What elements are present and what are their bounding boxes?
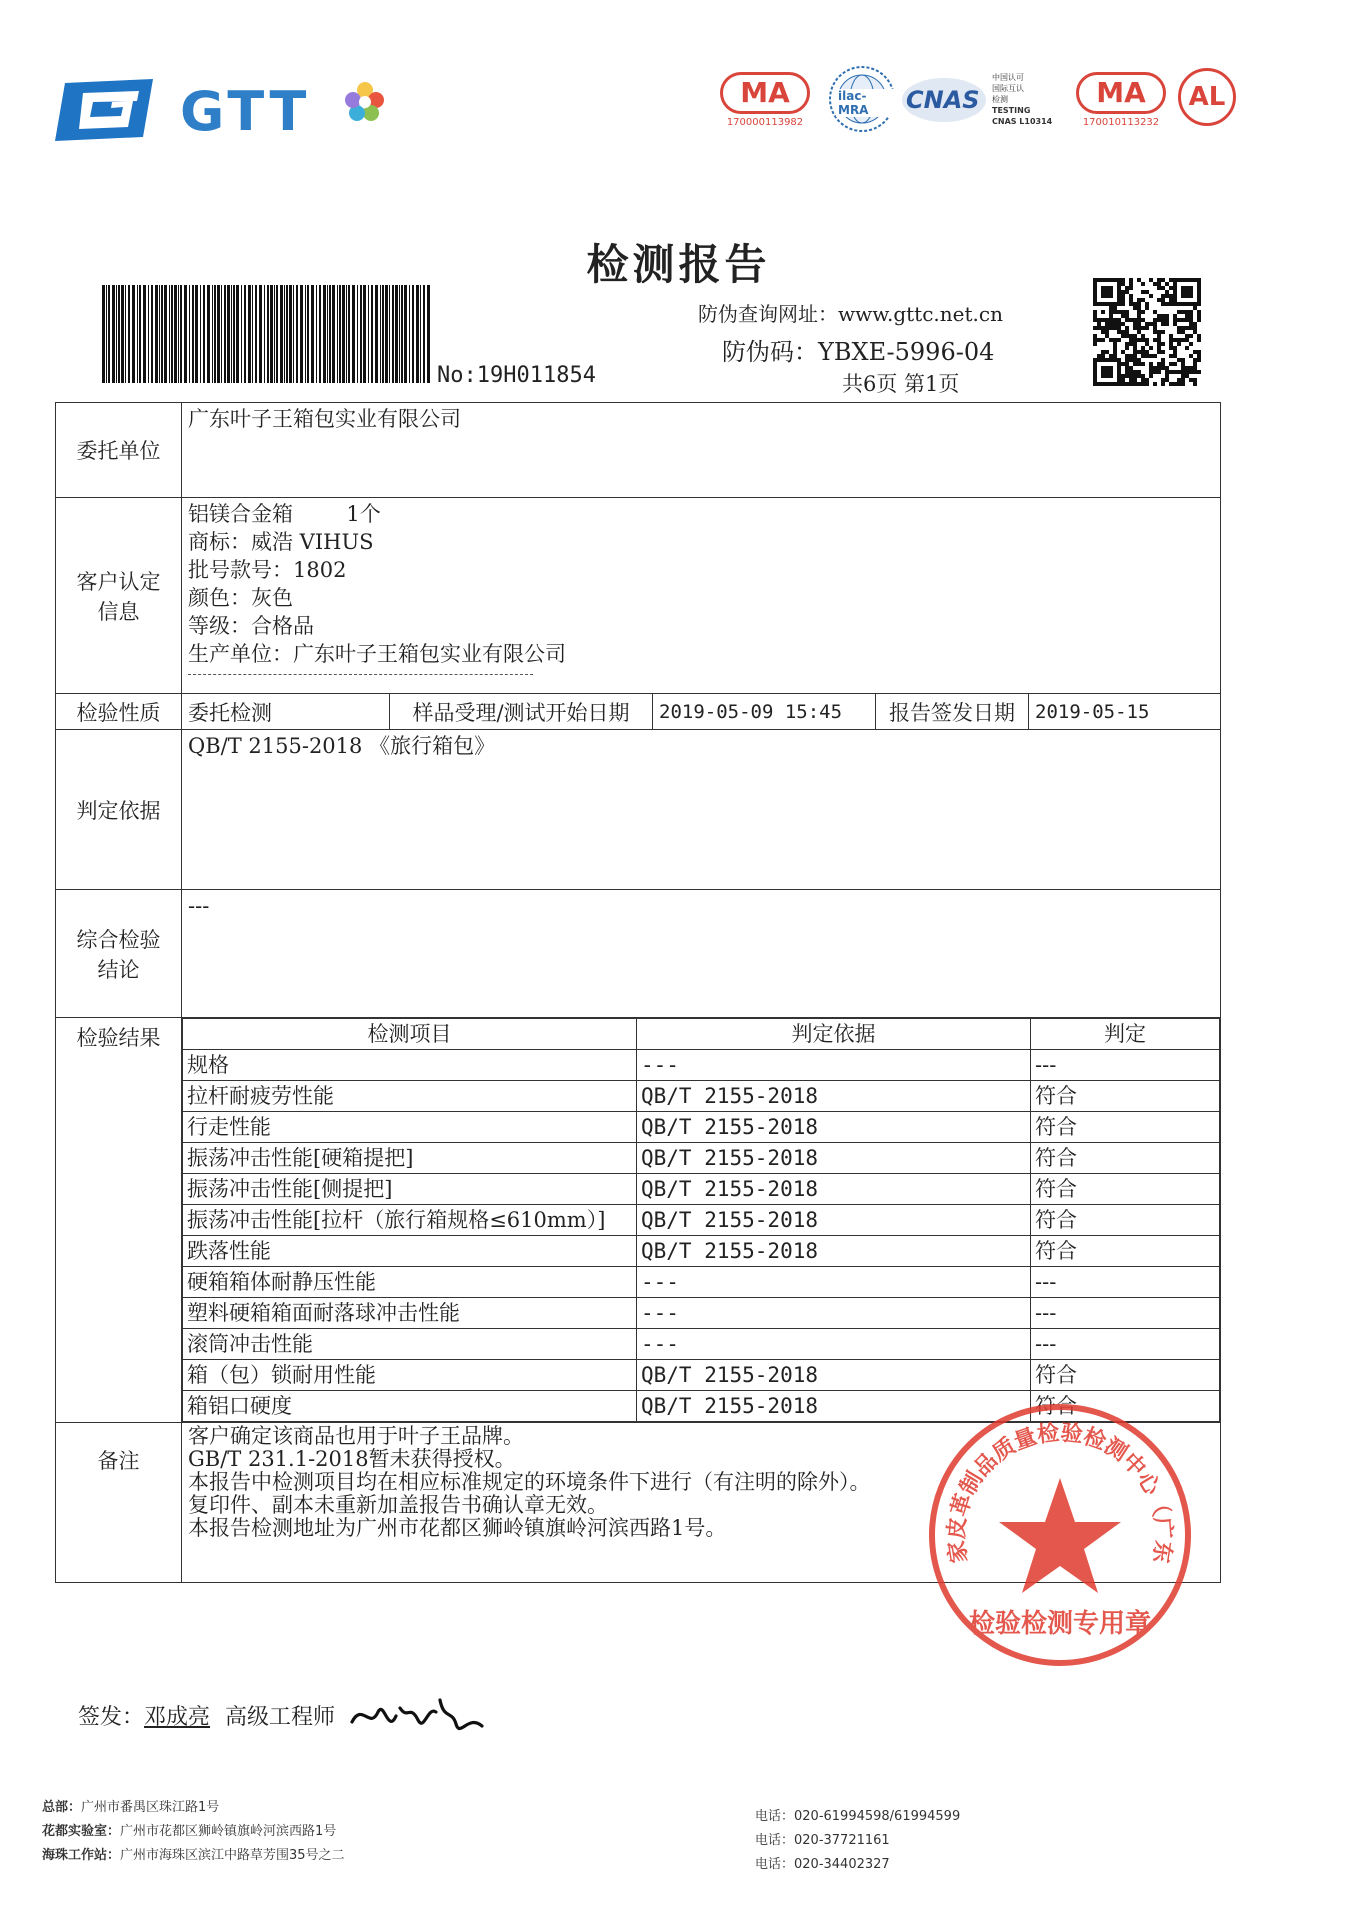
result-verdict: 符合 xyxy=(1031,1081,1220,1112)
conclusion-value: --- xyxy=(188,894,210,918)
result-item: 行走性能 xyxy=(183,1112,637,1143)
inspection-type-value: 委托检测 xyxy=(182,694,390,730)
result-item: 振荡冲击性能[硬箱提把] xyxy=(183,1143,637,1174)
result-row xyxy=(183,1112,1220,1143)
start-date-label: 样品受理/测试开始日期 xyxy=(390,694,653,730)
client-label: 委托单位 xyxy=(56,403,182,498)
handwritten-signature-icon xyxy=(348,1690,488,1748)
conclusion-label: 综合检验结论 xyxy=(56,890,182,1018)
customer-info-row xyxy=(56,498,1221,694)
qr-code-icon xyxy=(1093,278,1201,386)
results-header-row xyxy=(183,1019,1220,1050)
barcode-icon xyxy=(102,285,432,383)
footer-phones xyxy=(755,1805,960,1877)
result-basis: QB/T 2155-2018 xyxy=(637,1360,1031,1391)
document-title: 检测报告 xyxy=(586,240,771,289)
result-row xyxy=(183,1298,1220,1329)
result-row xyxy=(183,1081,1220,1112)
result-verdict: 符合 xyxy=(1031,1205,1220,1236)
result-basis: --- xyxy=(637,1267,1031,1298)
remarks-label: 备注 xyxy=(56,1423,182,1583)
report-number: No:19H011854 xyxy=(437,363,596,388)
result-verdict: --- xyxy=(1031,1267,1220,1298)
remark-line: 本报告检测地址为广州市花都区狮岭镇旗岭河滨西路1号。 xyxy=(188,1516,727,1540)
conclusion-row xyxy=(56,890,1221,1018)
result-item: 振荡冲击性能[侧提把] xyxy=(183,1174,637,1205)
verify-code: 防伪码：YBXE-5996-04 xyxy=(722,338,995,366)
result-item: 箱铝口硬度 xyxy=(183,1391,637,1422)
cal-logo-icon: AL xyxy=(1178,68,1236,126)
basis-row xyxy=(56,730,1221,890)
result-basis: --- xyxy=(637,1298,1031,1329)
cma-number: 170000113982 xyxy=(726,117,804,128)
footer-address-line: 花都实验室：广州市花都区狮岭镇旗岭河滨西路1号 xyxy=(42,1824,337,1839)
result-basis: QB/T 2155-2018 xyxy=(637,1174,1031,1205)
result-row xyxy=(183,1205,1220,1236)
result-item: 拉杆耐疲劳性能 xyxy=(183,1081,637,1112)
footer-address-line: 总部：广州市番禺区珠江路1号 xyxy=(42,1800,220,1815)
footer-phone-line: 电话：020-61994598/61994599 xyxy=(755,1809,961,1824)
footer-address-line: 海珠工作站：广州市海珠区滨江中路草芳围35号之二 xyxy=(42,1848,345,1863)
result-verdict: --- xyxy=(1031,1298,1220,1329)
client-value: 广东叶子王箱包实业有限公司 xyxy=(188,407,461,431)
signer-name: 邓成亮 xyxy=(144,1705,211,1730)
result-verdict: 符合 xyxy=(1031,1391,1220,1422)
inspection-type-label: 检验性质 xyxy=(56,694,182,730)
result-row xyxy=(183,1143,1220,1174)
svg-text:国家皮革制品质量检验检测中心（广东）: 家皮革制品质量检验检测中心（广东 xyxy=(944,1420,1176,1565)
customer-info-label: 客户认定信息 xyxy=(56,498,182,694)
svg-text:检验检测专用章: 检验检测专用章 xyxy=(968,1609,1152,1639)
issue-date-label: 报告签发日期 xyxy=(876,694,1029,730)
customer-info-line: 生产单位：广东叶子王箱包实业有限公司 xyxy=(188,642,566,666)
cma-logo-icon: MA xyxy=(1076,72,1166,114)
remark-line: 客户确定该商品也用于叶子王品牌。 xyxy=(188,1424,524,1448)
result-verdict: 符合 xyxy=(1031,1174,1220,1205)
signer-prefix: 签发： xyxy=(78,1705,145,1730)
result-row xyxy=(183,1360,1220,1391)
result-item: 跌落性能 xyxy=(183,1236,637,1267)
ilac-mra-mark: ilac-MRA xyxy=(828,65,896,137)
remark-line: 本报告中检测项目均在相应标准规定的环境条件下进行（有注明的除外）。 xyxy=(188,1470,871,1494)
result-verdict: 符合 xyxy=(1031,1360,1220,1391)
result-basis: QB/T 2155-2018 xyxy=(637,1236,1031,1267)
result-item: 振荡冲击性能[拉杆（旅行箱规格≤610mm）] xyxy=(183,1205,637,1236)
result-basis: QB/T 2155-2018 xyxy=(637,1391,1031,1422)
issue-date-value: 2019-05-15 xyxy=(1029,694,1221,730)
verify-url: 防伪查询网址：www.gttc.net.cn xyxy=(698,302,1003,326)
result-row xyxy=(183,1329,1220,1360)
result-basis: --- xyxy=(637,1329,1031,1360)
remark-line: GB/T 231.1-2018暂未获得授权。 xyxy=(188,1447,516,1471)
underline-divider xyxy=(188,674,533,675)
customer-info-line: 商标：威浩 VIHUS xyxy=(188,530,374,554)
signer-block xyxy=(78,1700,335,1731)
customer-info-line: 颜色：灰色 xyxy=(188,586,293,610)
footer-phone-line: 电话：020-37721161 xyxy=(755,1833,890,1848)
cma-logo-icon: MA xyxy=(720,72,810,114)
result-basis: QB/T 2155-2018 xyxy=(637,1112,1031,1143)
official-seal-icon xyxy=(925,1400,1195,1670)
result-row xyxy=(183,1267,1220,1298)
result-basis: --- xyxy=(637,1050,1031,1081)
result-verdict: --- xyxy=(1031,1050,1220,1081)
results-label: 检验结果 xyxy=(56,1018,182,1423)
customer-info-line: 批号款号：1802 xyxy=(188,558,347,582)
footer-phone-line: 电话：020-34402327 xyxy=(755,1857,890,1872)
result-item: 塑料硬箱箱面耐落球冲击性能 xyxy=(183,1298,637,1329)
col-header-verdict: 判定 xyxy=(1031,1019,1220,1050)
col-header-item: 检测项目 xyxy=(183,1019,637,1050)
cma-mark-1 xyxy=(720,72,810,128)
start-date-value: 2019-05-09 15:45 xyxy=(653,694,876,730)
result-verdict: 符合 xyxy=(1031,1236,1220,1267)
col-header-basis: 判定依据 xyxy=(637,1019,1031,1050)
result-verdict: 符合 xyxy=(1031,1143,1220,1174)
result-item: 箱（包）锁耐用性能 xyxy=(183,1360,637,1391)
result-verdict: 符合 xyxy=(1031,1112,1220,1143)
footer-addresses xyxy=(42,1796,345,1868)
result-row xyxy=(183,1050,1220,1081)
cma-number: 170010113232 xyxy=(1082,117,1160,128)
result-item: 硬箱箱体耐静压性能 xyxy=(183,1267,637,1298)
gtt-logo-icon xyxy=(55,75,155,143)
cal-mark xyxy=(1178,68,1236,126)
customer-info-line: 铝镁合金箱 1个 xyxy=(188,502,381,526)
signer-title: 高级工程师 xyxy=(225,1705,336,1730)
result-verdict: --- xyxy=(1031,1329,1220,1360)
result-basis: QB/T 2155-2018 xyxy=(637,1081,1031,1112)
result-item: 滚筒冲击性能 xyxy=(183,1329,637,1360)
brand-name: GTT xyxy=(180,80,311,143)
brand-flower-icon xyxy=(343,80,387,128)
page-info: 共6页 第1页 xyxy=(842,372,960,396)
results-table xyxy=(182,1018,1220,1422)
result-basis: QB/T 2155-2018 xyxy=(637,1205,1031,1236)
result-row xyxy=(183,1236,1220,1267)
cma-mark-2 xyxy=(1076,72,1166,128)
results-row xyxy=(56,1018,1221,1423)
basis-value: QB/T 2155-2018 《旅行箱包》 xyxy=(188,734,496,758)
result-item: 规格 xyxy=(183,1050,637,1081)
remark-line: 复印件、副本未重新加盖报告书确认章无效。 xyxy=(188,1493,608,1517)
client-row xyxy=(56,403,1221,498)
basis-label: 判定依据 xyxy=(56,730,182,890)
customer-info-line: 等级：合格品 xyxy=(188,614,314,638)
result-basis: QB/T 2155-2018 xyxy=(637,1143,1031,1174)
result-row xyxy=(183,1174,1220,1205)
inspection-row xyxy=(56,694,1221,730)
